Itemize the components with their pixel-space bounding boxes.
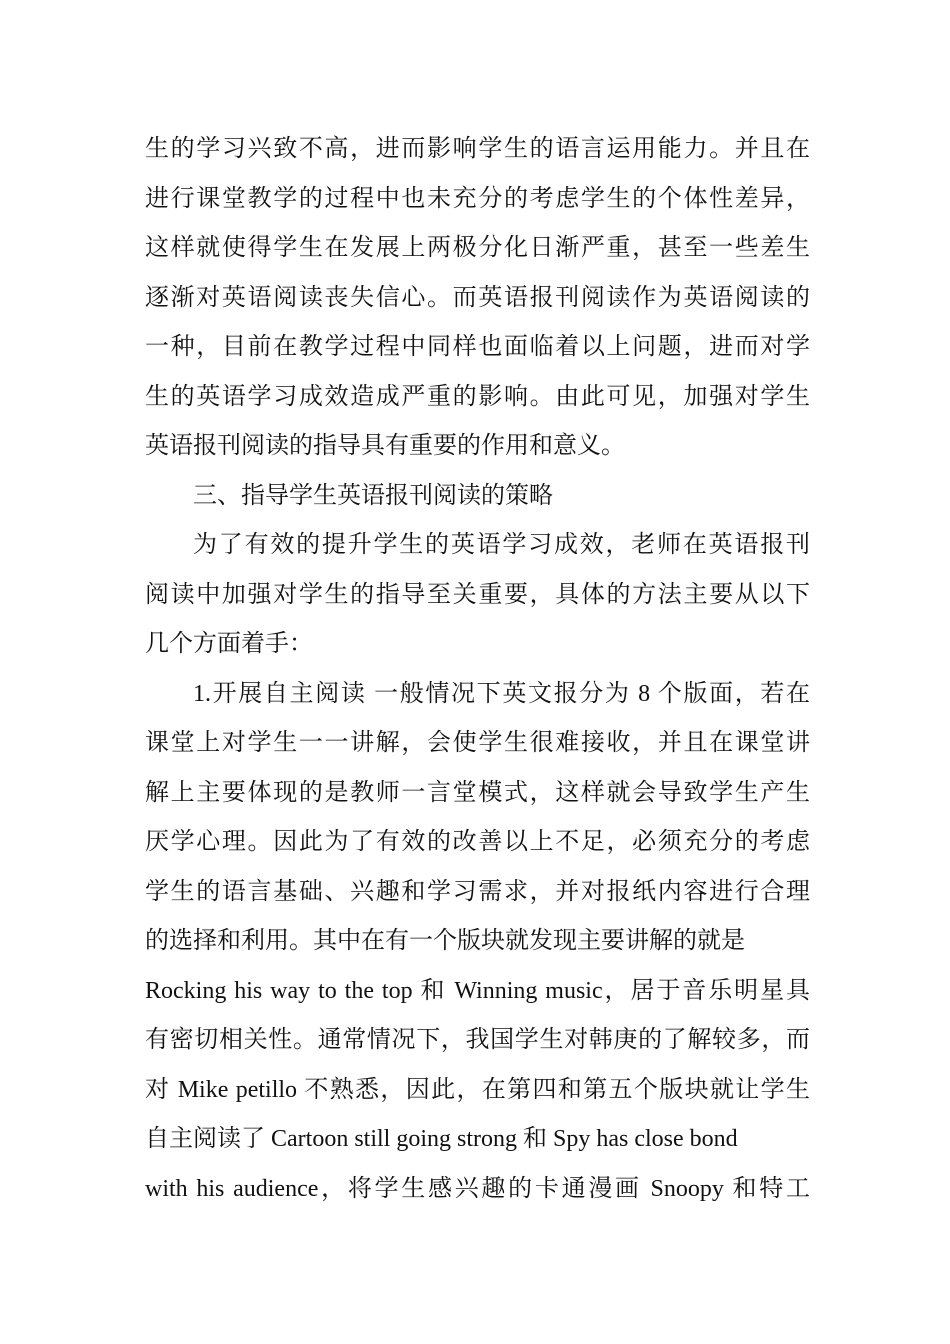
text-line: 生的学习兴致不高，进而影响学生的语言运用能力。并且在 (145, 136, 810, 162)
text-line: 解上主要体现的是教师一言堂模式，这样就会导致学生产生 (145, 780, 810, 806)
text-line: 1.开展自主阅读 一般情况下英文报分为 8 个版面，若在 (193, 681, 810, 707)
text-line: 进行课堂教学的过程中也未充分的考虑学生的个体性差异， (145, 186, 810, 212)
section-heading: 三、指导学生英语报刊阅读的策略 (193, 483, 553, 509)
text-line: 为了有效的提升学生的英语学习成效，老师在英语报刊 (193, 532, 810, 558)
text-line: 阅读中加强对学生的指导至关重要，具体的方法主要从以下 (145, 582, 810, 608)
text-line: 几个方面着手： (145, 631, 313, 657)
text-line: 厌学心理。因此为了有效的改善以上不足，必须充分的考虑 (145, 829, 810, 855)
text-line: 英语报刊阅读的指导具有重要的作用和意义。 (145, 433, 625, 459)
text-line: 逐渐对英语阅读丧失信心。而英语报刊阅读作为英语阅读的 (145, 285, 810, 311)
text-line: 课堂上对学生一一讲解，会使学生很难接收，并且在课堂讲 (145, 730, 810, 756)
text-line: 一种，目前在教学过程中同样也面临着以上问题，进而对学 (145, 334, 810, 360)
text-line: 这样就使得学生在发展上两极分化日渐严重，甚至一些差生 (145, 235, 810, 261)
text-line: Rocking his way to the top 和 Winning music，居于音乐明星具 (145, 978, 810, 1004)
text-line: 的选择和利用。其中在有一个版块就发现主要讲解的就是 (145, 928, 745, 954)
text-line: 学生的语言基础、兴趣和学习需求，并对报纸内容进行合理 (145, 879, 810, 905)
text-line: 生的英语学习成效造成严重的影响。由此可见，加强对学生 (145, 384, 810, 410)
text-line: with his audience，将学生感兴趣的卡通漫画 Snoopy 和特工 (145, 1176, 810, 1202)
text-line: 自主阅读了 Cartoon still going strong 和 Spy has close bond (145, 1126, 738, 1152)
text-line: 有密切相关性。通常情况下，我国学生对韩庚的了解较多，而 (145, 1027, 810, 1053)
text-line: 对 Mike petillo 不熟悉，因此，在第四和第五个版块就让学生 (145, 1077, 810, 1103)
